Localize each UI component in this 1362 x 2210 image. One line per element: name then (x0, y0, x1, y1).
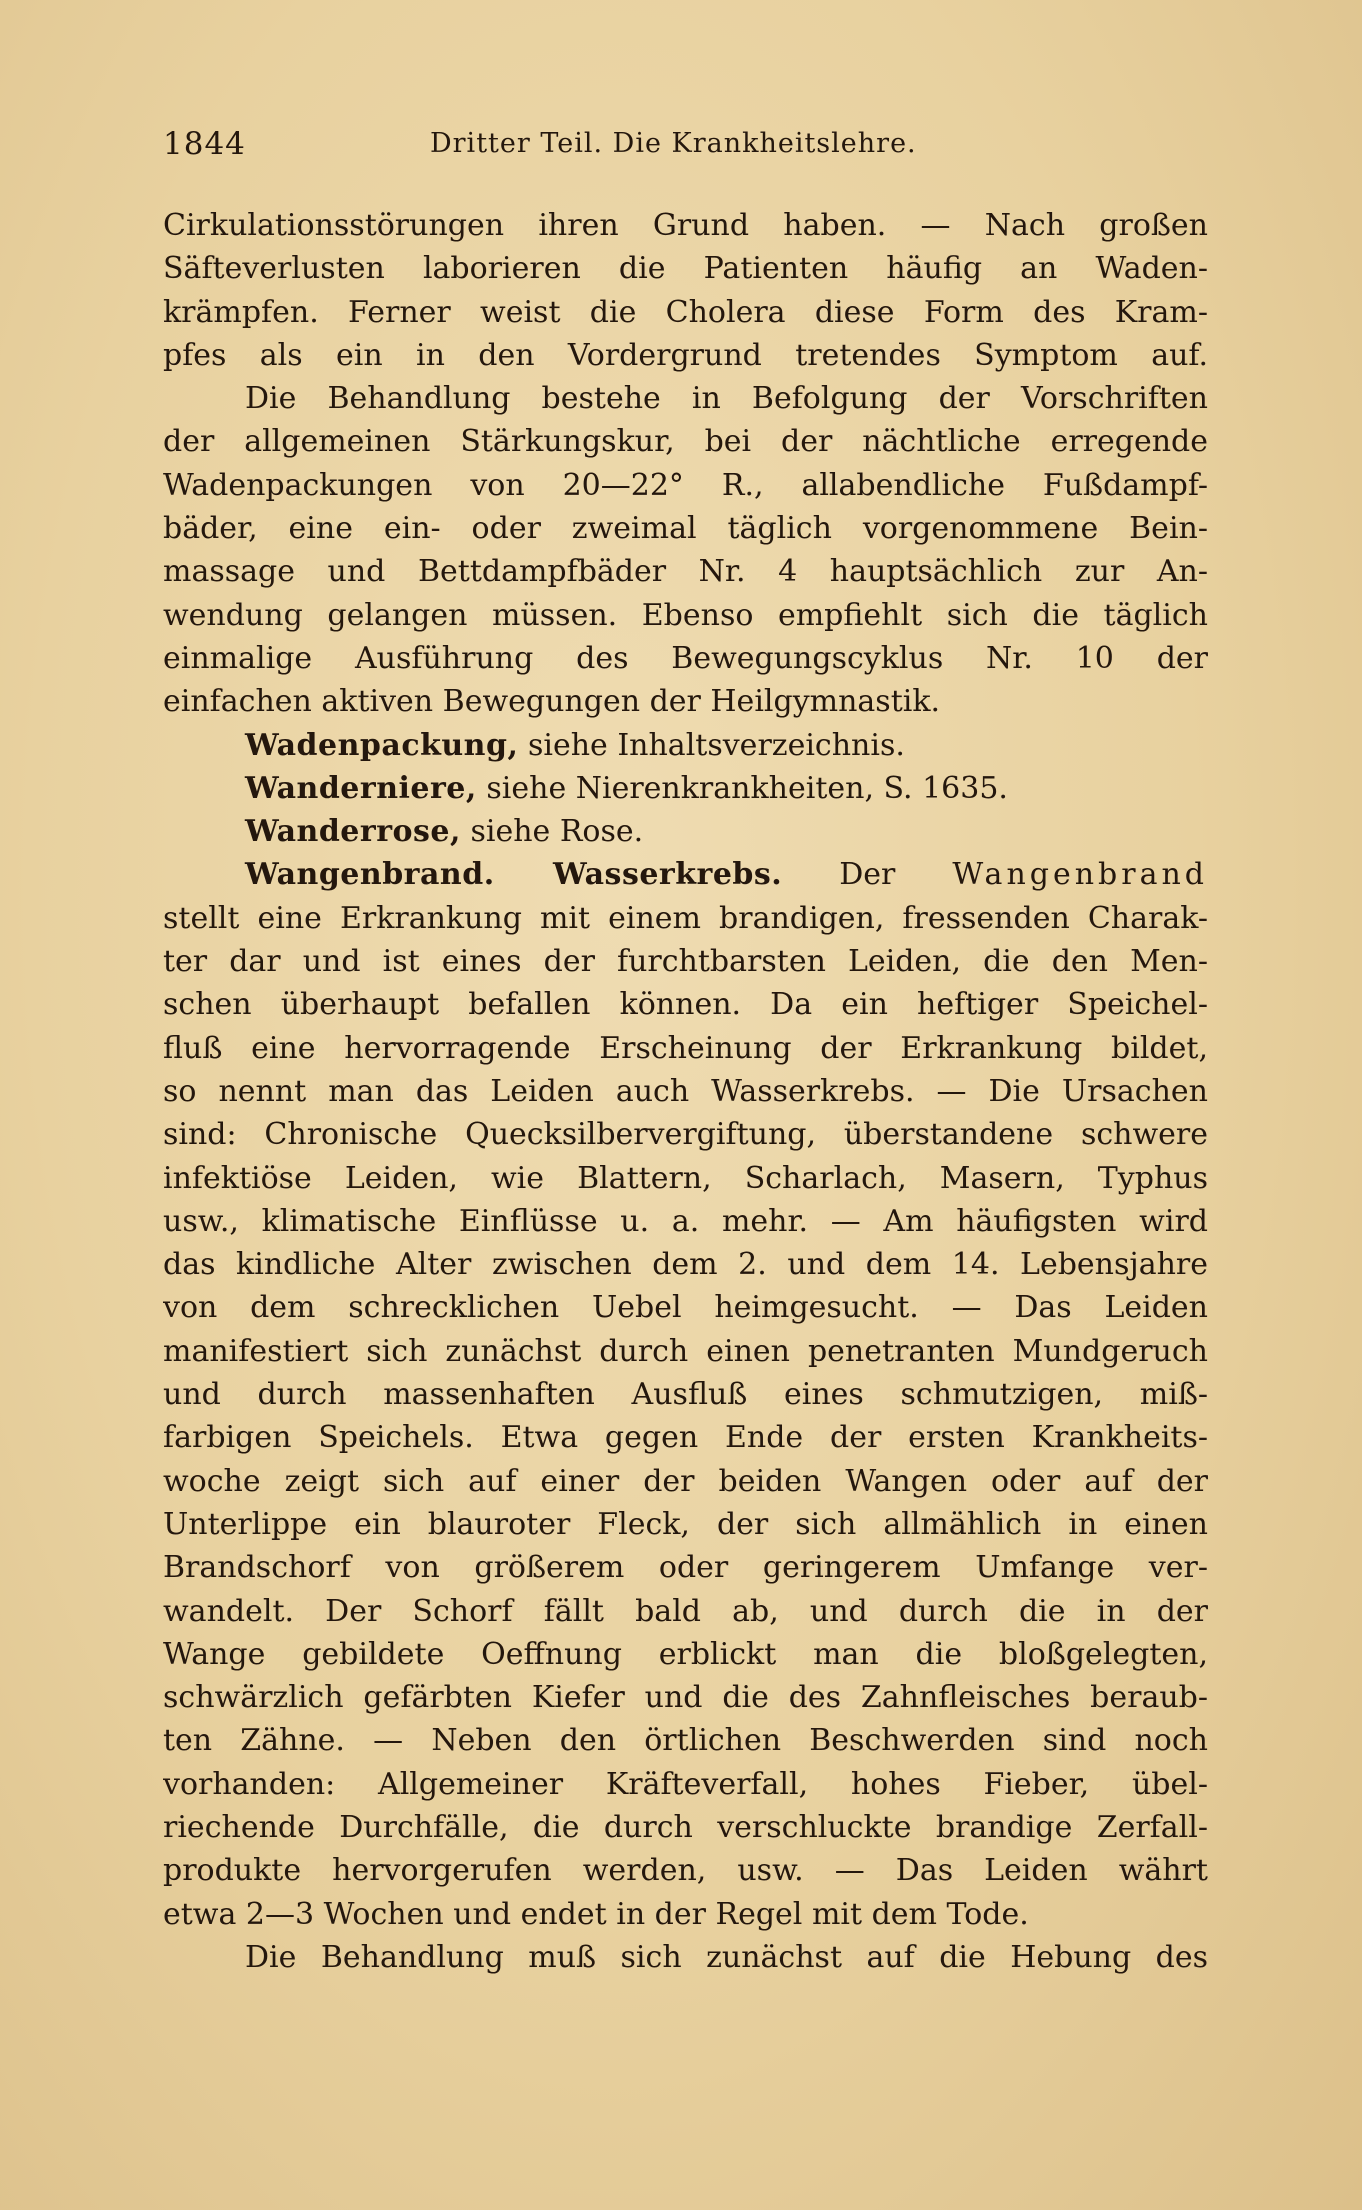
text-line: Cirkulationsstörungen ihren Grund haben. — Nach großen (163, 208, 1208, 243)
main-entry-heading (163, 853, 1208, 896)
text-line: produkte hervorgerufen werden, usw. — Das Leiden währt (163, 1853, 1208, 1889)
text-line: ten Zähne. — Neben den örtlichen Beschwerden sind noch (163, 1723, 1208, 1759)
text-line: sind: Chronische Quecksilbervergiftung, überstandene schwere (163, 1117, 1208, 1153)
text-line: infektiöse Leiden, wie Blattern, Scharlach, Masern, Typhus (163, 1160, 1208, 1196)
text-line: manifestiert sich zunächst durch einen penetranten Mundgeruch (163, 1333, 1208, 1369)
text-line: etwa 2—3 Wochen und endet in der Regel mit dem Tode. (163, 1896, 1029, 1932)
text-line: von dem schrecklichen Uebel heimgesucht. — Das Leiden (163, 1290, 1208, 1326)
dictionary-entry (163, 810, 1208, 853)
text-line: einfachen aktiven Bewegungen der Heilgymnastik. (163, 684, 941, 720)
text-line: Die Behandlung bestehe in Befolgung der Vorschriften (245, 381, 1208, 417)
entry-text: siehe Inhaltsverzeichnis. (518, 727, 905, 763)
text-line: Säfteverlusten laborieren die Patienten häufig an Waden- (163, 251, 1208, 287)
text-line: Unterlippe ein blauroter Fleck, der sich allmählich in einen (163, 1506, 1208, 1542)
text-line: vorhanden: Allgemeiner Kräfteverfall, hohes Fieber, übel- (163, 1766, 1208, 1802)
text-line: usw., klimatische Einflüsse u. a. mehr. — Am häufigsten wird (163, 1203, 1208, 1239)
text-line: massage und Bettdampfbäder Nr. 4 hauptsächlich zur An- (163, 554, 1208, 590)
text-line: so nennt man das Leiden auch Wasserkrebs. — Die Ursachen (163, 1073, 1208, 1109)
dictionary-entry (163, 767, 1208, 810)
entry-text: Der (782, 857, 953, 893)
text-line: farbigen Speichels. Etwa gegen Ende der ersten Krankheits- (163, 1420, 1208, 1456)
page-header (163, 126, 1203, 176)
text-line: krämpfen. Ferner weist die Cholera diese Form des Kram- (163, 294, 1208, 330)
text-line: fluß eine hervorragende Erscheinung der Erkrankung bildet, (163, 1030, 1208, 1066)
text-line: pfes als ein in den Vordergrund tretendes Symptom auf. (163, 337, 1208, 373)
text-line: einmalige Ausführung des Bewegungscyklus Nr. 10 der (163, 640, 1208, 676)
text-line: Wadenpackungen von 20—22° R., allabendliche Fußdampf- (163, 467, 1208, 503)
text-line: wandelt. Der Schorf fällt bald ab, und durch die in der (163, 1593, 1208, 1629)
text-line: Brandschorf von größerem oder geringerem Umfange ver- (163, 1550, 1208, 1586)
entry-text: siehe Rose. (460, 814, 644, 850)
entry-text: siehe Nierenkrankheiten, S. 1635. (476, 770, 1008, 806)
text-line: bäder, eine ein- oder zweimal täglich vorgenommene Bein- (163, 511, 1208, 547)
text-line: wendung gelangen müssen. Ebenso empfiehlt sich die täglich (163, 597, 1208, 633)
running-head: Dritter Teil. Die Krankheitslehre. (430, 128, 917, 159)
dictionary-entry (163, 724, 1208, 767)
page-body (163, 204, 1208, 1979)
text-line: Die Behandlung muß sich zunächst auf die Hebung des (245, 1939, 1208, 1975)
text-line: schen überhaupt befallen können. Da ein heftiger Speichel- (163, 987, 1208, 1023)
entry-emphasis: Wangenbrand (952, 857, 1208, 893)
text-line: Wange gebildete Oeffnung erblickt man die bloßgelegten, (163, 1636, 1208, 1672)
entry-headword: Wadenpackung, (245, 727, 519, 763)
entry-headword: Wanderniere, (245, 770, 477, 806)
page-number: 1844 (163, 126, 246, 162)
text-line: und durch massenhaften Ausfluß eines schmutzigen, miß- (163, 1377, 1208, 1413)
text-line: der allgemeinen Stärkungskur, bei der nächtliche erregende (163, 424, 1208, 460)
entry-headword: Wangenbrand. Wasserkrebs. (245, 857, 783, 893)
text-line: schwärzlich gefärbten Kiefer und die des Zahnfleisches beraub- (163, 1680, 1208, 1716)
text-line: das kindliche Alter zwischen dem 2. und dem 14. Lebensjahre (163, 1247, 1208, 1283)
text-line: stellt eine Erkrankung mit einem brandigen, fressenden Charak- (163, 900, 1208, 936)
entry-headword: Wanderrose, (245, 814, 461, 850)
text-line: woche zeigt sich auf einer der beiden Wangen oder auf der (163, 1463, 1208, 1499)
text-line: riechende Durchfälle, die durch verschluckte brandige Zerfall- (163, 1809, 1208, 1845)
text-line: ter dar und ist eines der furchtbarsten Leiden, die den Men- (163, 944, 1208, 980)
